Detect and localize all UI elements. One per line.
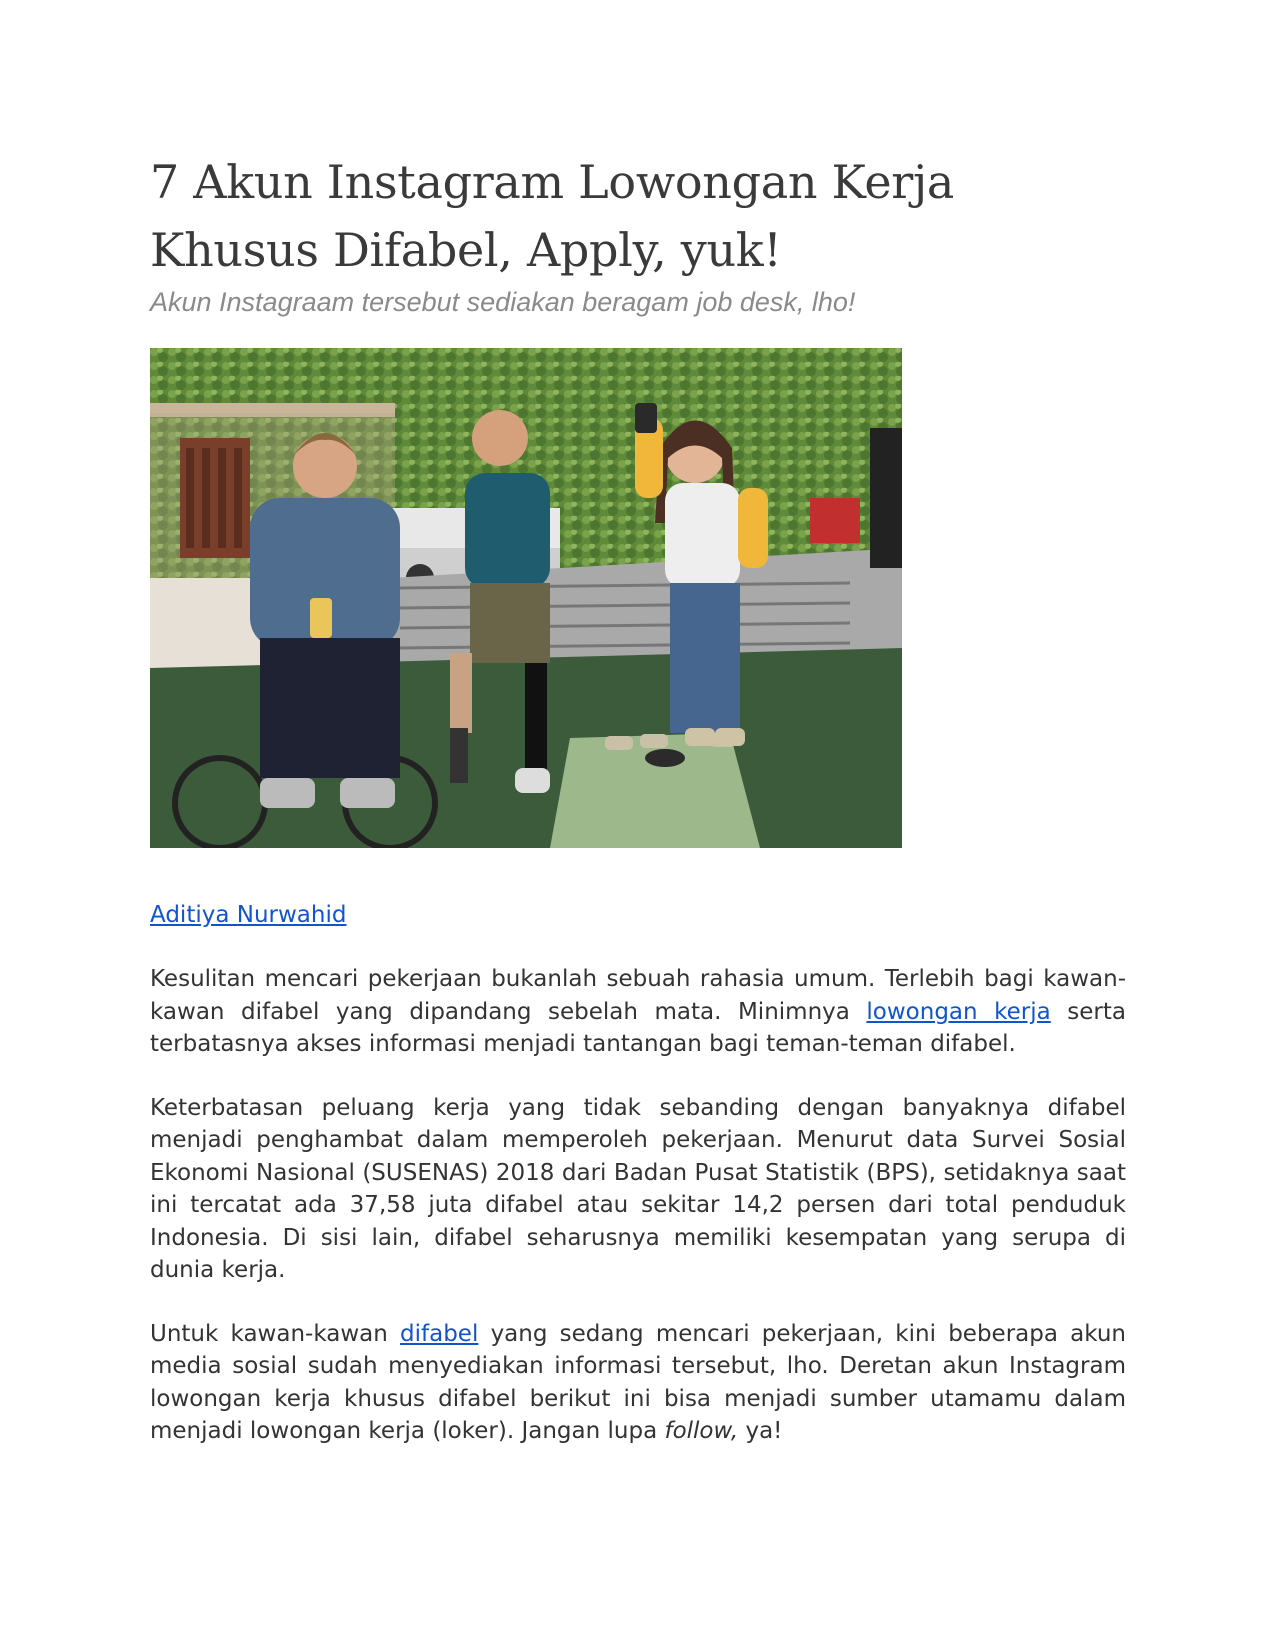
paragraph-3-emphasis: follow, [664,1418,739,1444]
article-title: 7 Akun Instagram Lowongan Kerja Khusus Difabel, Apply, yuk! [150,155,955,277]
author-byline [150,900,1126,930]
lowongan-kerja-link[interactable]: lowongan kerja [866,998,1051,1025]
paragraph-1 [150,963,1126,1061]
paragraph-1-text-b: serta terbatasnya akses informasi menjadi tantangan bagi teman-teman difabel. [150,998,1126,1057]
paragraph-3-text-b: yang sedang mencari pekerjaan, kini beberapa akun media sosial sudah menyediakan informasi tersebut, lho. Deretan akun Instagram lowongan kerja khusus difabel berikut ini bisa menjadi sumber utamamu dalam menjadi lowongan kerja (loker). Jangan lupa [150,1320,1127,1444]
paragraph-2: Keterbatasan peluang kerja yang tidak sebanding dengan banyaknya difabel menjadi penghambat dalam memperoleh pekerjaan. Menurut data Survei Sosial Ekonomi Nasional (SUSENAS) 2018 dari Badan Pusat Statistik (BPS), setidaknya saat ini tercatat ada 37,58 juta difabel atau sekitar 14,2 persen dari total penduduk Indonesia. Di sisi lain, difabel seharusnya memiliki kesempatan yang serupa di dunia kerja. [150,1094,1126,1283]
paragraph-3-text-a: Untuk kawan-kawan [150,1320,401,1347]
paragraph-1-text-a: Kesulitan mencari pekerjaan bukanlah sebuah rahasia umum. Terlebih bagi kawan-kawan difabel yang dipandang sebelah mata. Minimnya [150,966,1126,1025]
article-subtitle: Akun Instagraam tersebut sediakan beragam job desk, lho! [150,287,856,317]
hero-image [150,348,902,848]
paragraph-3 [150,1318,1126,1448]
difabel-link[interactable]: difabel [400,1320,479,1347]
article [150,148,1126,1448]
paragraph-3-text-c: ya! [738,1418,783,1444]
author-link[interactable]: Aditiya Nurwahid [150,902,347,928]
